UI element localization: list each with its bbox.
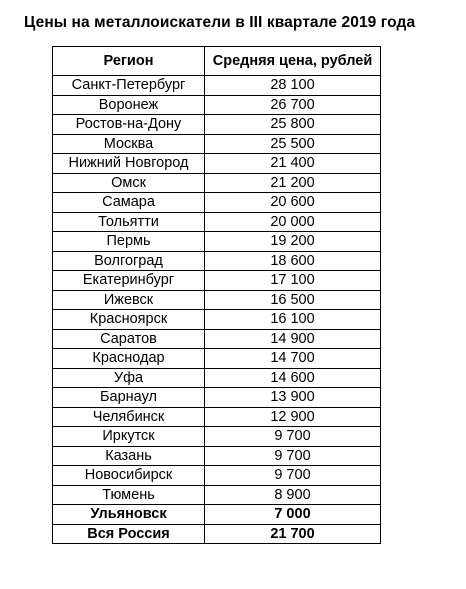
region-cell: Красноярск (53, 310, 205, 330)
price-cell: 19 200 (205, 232, 381, 252)
region-cell: Саратов (53, 329, 205, 349)
price-cell: 21 200 (205, 173, 381, 193)
price-cell: 25 800 (205, 115, 381, 135)
price-cell: 14 900 (205, 329, 381, 349)
table-row (53, 349, 381, 369)
region-cell: Иркутск (53, 427, 205, 447)
table-row (53, 154, 381, 174)
table-row (53, 407, 381, 427)
region-cell: Пермь (53, 232, 205, 252)
region-cell: Ижевск (53, 290, 205, 310)
price-cell: 16 500 (205, 290, 381, 310)
region-cell: Краснодар (53, 349, 205, 369)
table-row (53, 95, 381, 115)
price-cell: 14 600 (205, 368, 381, 388)
table-row (53, 427, 381, 447)
region-cell: Казань (53, 446, 205, 466)
page-title: Цены на металлоискатели в III квартале 2019 года (24, 14, 416, 31)
region-cell: Ульяновск (53, 505, 205, 525)
table-row (53, 193, 381, 213)
price-cell: 18 600 (205, 251, 381, 271)
price-cell: 7 000 (205, 505, 381, 525)
region-cell: Тольятти (53, 212, 205, 232)
region-cell: Волгоград (53, 251, 205, 271)
region-cell: Омск (53, 173, 205, 193)
price-cell: 21 400 (205, 154, 381, 174)
price-cell: 16 100 (205, 310, 381, 330)
table-row (53, 115, 381, 135)
price-cell: 12 900 (205, 407, 381, 427)
price-cell: 21 700 (205, 524, 381, 544)
region-cell: Тюмень (53, 485, 205, 505)
price-cell: 17 100 (205, 271, 381, 291)
region-cell: Екатеринбург (53, 271, 205, 291)
price-cell: 14 700 (205, 349, 381, 369)
price-cell: 26 700 (205, 95, 381, 115)
price-cell: 8 900 (205, 485, 381, 505)
table-row (53, 232, 381, 252)
table-row (53, 290, 381, 310)
column-header-price: Средняя цена, рублей (205, 47, 381, 76)
table-row (53, 505, 381, 525)
price-cell: 20 000 (205, 212, 381, 232)
table-row (53, 368, 381, 388)
table-row (53, 134, 381, 154)
table-row (53, 310, 381, 330)
table-body (53, 76, 381, 544)
price-cell: 25 500 (205, 134, 381, 154)
table-row (53, 173, 381, 193)
table-row (53, 251, 381, 271)
region-cell: Новосибирск (53, 466, 205, 486)
price-cell: 13 900 (205, 388, 381, 408)
table-row (53, 329, 381, 349)
price-cell: 9 700 (205, 446, 381, 466)
region-cell: Вся Россия (53, 524, 205, 544)
table-row (53, 271, 381, 291)
region-cell: Нижний Новгород (53, 154, 205, 174)
price-cell: 9 700 (205, 427, 381, 447)
price-table (52, 46, 381, 544)
column-header-region: Регион (53, 47, 205, 76)
table-row (53, 485, 381, 505)
region-cell: Барнаул (53, 388, 205, 408)
table-row (53, 524, 381, 544)
price-cell: 20 600 (205, 193, 381, 213)
region-cell: Санкт-Петербург (53, 76, 205, 96)
table-header-row (53, 47, 381, 76)
region-cell: Уфа (53, 368, 205, 388)
price-cell: 9 700 (205, 466, 381, 486)
table-row (53, 76, 381, 96)
table-row (53, 466, 381, 486)
table-row (53, 212, 381, 232)
region-cell: Самара (53, 193, 205, 213)
region-cell: Челябинск (53, 407, 205, 427)
table-row (53, 446, 381, 466)
region-cell: Москва (53, 134, 205, 154)
region-cell: Воронеж (53, 95, 205, 115)
price-cell: 28 100 (205, 76, 381, 96)
table-row (53, 388, 381, 408)
region-cell: Ростов-на-Дону (53, 115, 205, 135)
